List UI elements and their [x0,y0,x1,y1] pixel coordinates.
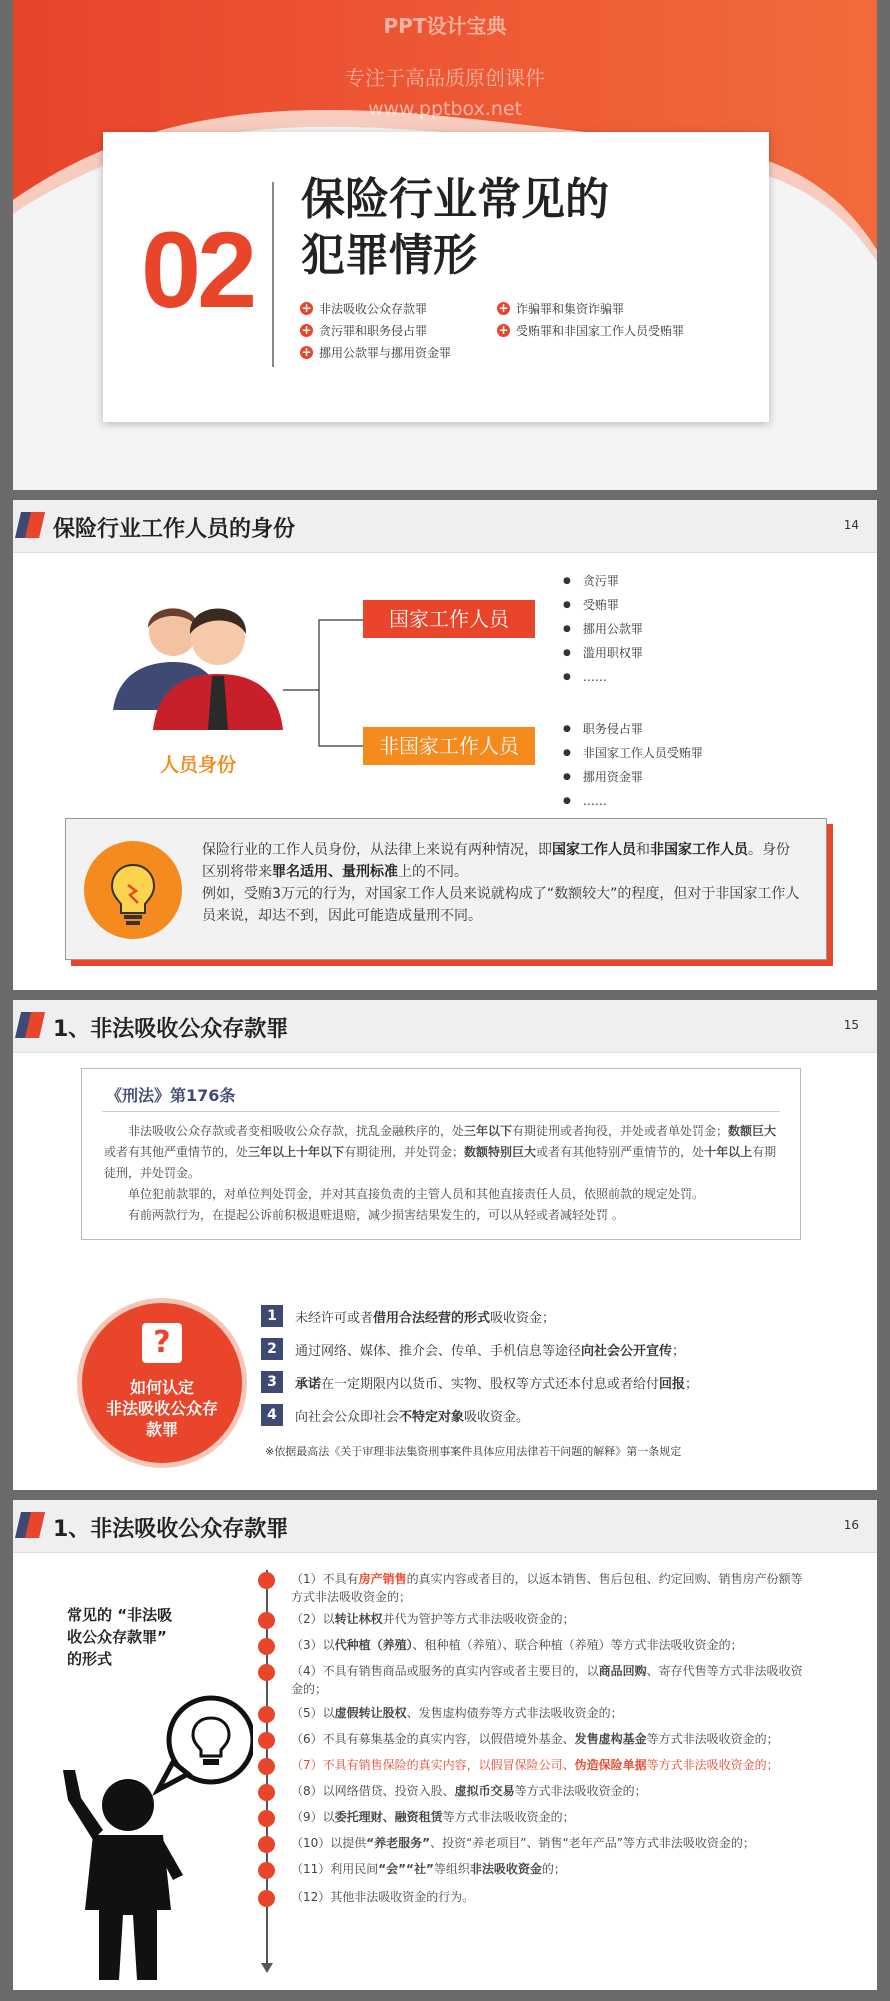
plus-icon: + [498,323,509,337]
timeline-dot [258,1810,275,1827]
info-text [202,839,802,927]
forms-label: 常见的 “非法吸 收公众存款罪” 的形式 [67,1606,173,1668]
law-title: 《刑法》第176条 [106,1086,236,1105]
slide-title: 1、非法吸收公众存款罪 [53,1517,289,1542]
timeline-item: （5）以虚假转让股权、发售虚构债券等方式非法吸收资金的； [291,1706,623,1720]
title-line-2: 犯罪情形 [301,230,477,281]
watermark-url: www.pptbox.net [367,98,523,120]
timeline-item: （2）以转让林权并代为管护等方式非法吸收资金的； [291,1612,575,1626]
bullet-item [300,322,427,339]
slide-title: 1、非法吸收公众存款罪 [53,1017,289,1042]
tag-gov-staff: 国家工作人员 [363,600,535,638]
timeline-dot [258,1612,275,1629]
timeline-item: （11）利用民间“会”“社”等组织非法吸收资金的； [291,1862,566,1876]
criteria-item: 4 向社会公众即社会 不特定对象 吸收资金。 [261,1404,529,1426]
timeline-dot [258,1758,275,1775]
person-label: 人员身份 [160,754,237,776]
divider [102,1111,780,1112]
people-icon [108,590,288,750]
timeline-item: （1）不具有房产销售的真实内容或者目的，以返本销售、售后包租、约定回购、销售房产份额等方式非法吸收资金的； [291,1572,803,1604]
slide-header [13,1500,877,1553]
section-number: 02 [141,209,254,330]
number-badge: 1 [261,1305,283,1327]
list-item: ● 受贿罪 [563,594,643,618]
circle-text: 如何认定 非法吸收公众存 款罪 [105,1378,218,1439]
criteria-item: 1 未经许可或者 借用合法经营的形式 吸收资金； [261,1305,555,1327]
list-item: ● 挪用公款罪 [563,618,643,642]
slide-illegal-deposit-law [13,1000,877,1490]
slide-identity [13,500,877,990]
law-paragraph-1: 非法吸收公众存款或者变相吸收公众存款，扰乱金融秩序的，处三年以下有期徒刑或者拘役，并处或者单处罚金；数额巨大或者有其他严重情节的，处三年以上十年以下有期徒刑，并处罚金；数额特别巨大或者有其他特别严重情节的，处十年以上有期徒刑，并处罚金。 [104,1124,777,1180]
list-item: ● 职务侵占罪 [563,718,703,742]
watermark-brand: PPT设计宝典 [383,14,507,38]
bullet-text: 受贿罪和非国家工作人员受贿罪 [516,324,685,338]
plus-icon: + [301,345,312,359]
law-paragraph-3: 有前两款行为，在提起公诉前积极退赃退赔，减少损害结果发生的，可以从轻或者减轻处罚 。 [128,1208,624,1222]
watermark-slogan: 专注于高品质原创课件 [345,66,545,90]
timeline-dot [258,1664,275,1681]
bullet-item [497,322,684,339]
list-item: ● 滥用职权罪 [563,642,643,666]
page-number: 15 [843,1018,859,1032]
how-to-identify-circle [77,1298,247,1468]
question-icon: ? [142,1323,182,1363]
divider [272,182,274,367]
timeline-dot [258,1572,275,1589]
timeline-dot [258,1706,275,1723]
source-note: ※依据最高法《关于审理非法集资刑事案件具体应用法律若干问题的解释》第一条规定 [265,1445,682,1458]
timeline-dot [258,1836,275,1853]
plus-icon: + [301,323,312,337]
timeline-dot [258,1638,275,1655]
criteria-item: 2 通过网络、媒体、推介会、传单、手机信息等途径 向社会公开宣传 ； [261,1338,685,1360]
slide-title: 保险行业工作人员的身份 [53,517,296,542]
info-paragraph-2: 例如，受贿3万元的行为，对国家工作人员来说就构成了“数额较大”的程度，但对于非国家工作人员来说，却达不到，因此可能造成量刑不同。 [202,886,800,924]
header-mark-icon [15,1512,45,1538]
plus-icon: + [498,301,509,315]
number-badge: 4 [261,1404,283,1426]
bullet-item [300,300,427,317]
list-item: ● 非国家工作人员受贿罪 [563,742,703,766]
number-badge: 2 [261,1338,283,1360]
timeline-dot [258,1732,275,1749]
timeline-dot [258,1862,275,1879]
cover-card [103,132,769,422]
bullet-text: 挪用公款罪与挪用资金罪 [319,346,452,360]
slide-cover [13,0,877,490]
bullet-text: 诈骗罪和集资诈骗罪 [516,302,625,316]
timeline-dot [258,1890,275,1907]
timeline-item: （12）其他非法吸收资金的行为。 [291,1890,475,1904]
law-body [104,1121,780,1226]
list-item: ● 挪用资金罪 [563,766,703,790]
header-mark-icon [15,1012,45,1038]
bullet-text: 非法吸收公众存款罪 [319,302,428,316]
lightbulb-icon [84,841,182,939]
timeline-item: （9）以委托理财、融资租赁等方式非法吸收资金的； [291,1810,575,1824]
list-item: ● …… [563,790,703,814]
plus-icon: + [301,301,312,315]
criteria-item: 3 承诺 在一定期限内以货币、实物、股权等方式还本付息或者给付 回报 ； [261,1371,698,1393]
thinking-person-icon [53,1690,253,1980]
branch-connector [283,610,363,760]
timeline-item: （4）不具有销售商品或服务的真实内容或者主要目的，以商品回购、寄存代售等方式非法吸收资金的； [291,1664,803,1696]
info-box [65,818,827,960]
page-number: 16 [843,1518,859,1532]
info-paragraph-1: 保险行业的工作人员身份，从法律上来说有两种情况，即国家工作人员和非国家工作人员。身份区别将带来罪名适用、量刑标准上的不同。 [202,842,790,880]
bullet-item [497,300,624,317]
tag-nongov-staff: 非国家工作人员 [363,727,535,765]
gov-crime-list [563,570,643,690]
list-item: ● …… [563,666,643,690]
list-item: ● 贪污罪 [563,570,643,594]
slide-header [13,1000,877,1053]
bullet-item [300,344,451,361]
title-line-1: 保险行业常见的 [301,174,609,225]
timeline-item: （3）以代种植（养殖）、租种植（养殖）、联合种植（养殖）等方式非法吸收资金的； [291,1638,743,1652]
page-number: 14 [843,518,859,532]
timeline-item: （8）以网络借贷、投资入股、虚拟币交易等方式非法吸收资金的； [291,1784,647,1798]
law-paragraph-2: 单位犯前款罪的，对单位判处罚金，并对其直接负责的主管人员和其他直接责任人员，依照前款的规定处罚。 [128,1187,705,1201]
slide-header [13,500,877,553]
number-badge: 3 [261,1371,283,1393]
header-mark-icon [15,512,45,538]
timeline-item: （6）不具有募集基金的真实内容，以假借境外基金、发售虚构基金等方式非法吸收资金的； [291,1732,779,1746]
bullet-text: 贪污罪和职务侵占罪 [319,324,428,338]
timeline-dot [258,1784,275,1801]
section-title [301,172,609,284]
timeline-item-highlight: （7）不具有销售保险的真实内容，以假冒保险公司、伪造保险单据等方式非法吸收资金的； [291,1758,779,1772]
timeline-item: （10）以提供“养老服务”、投资“养老项目”、销售“老年产品”等方式非法吸收资金的； [291,1836,755,1850]
law-box [81,1068,801,1240]
timeline-arrow-icon [261,1963,273,1973]
slide-illegal-deposit-forms [13,1500,877,1990]
nongov-crime-list [563,718,703,814]
